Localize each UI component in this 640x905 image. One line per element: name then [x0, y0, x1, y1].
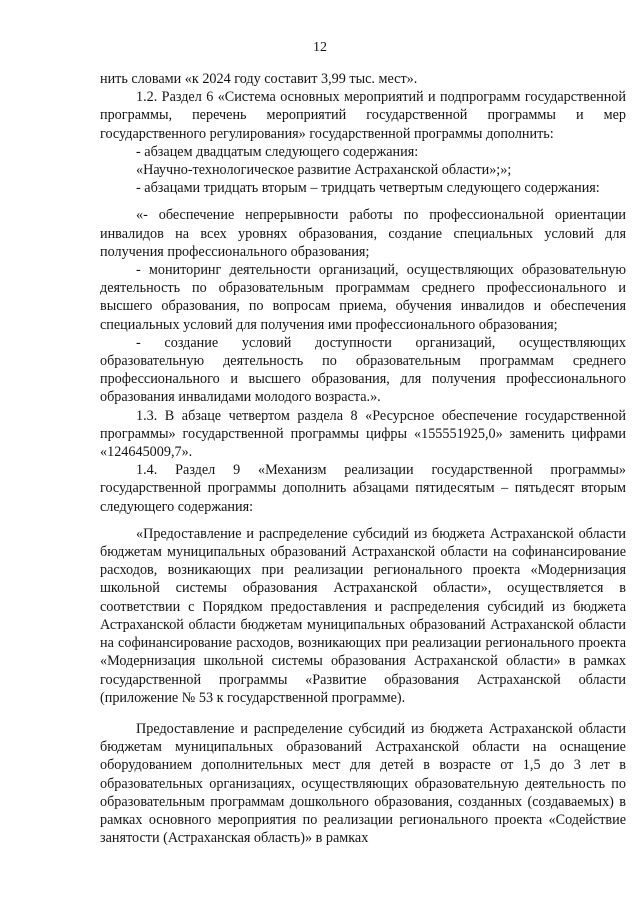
paragraph-item-1-2: 1.2. Раздел 6 «Система основных мероприятий и подпрограмм государственной программы, перечень мероприятий государственной программы и мер государственного регулирования» государственной программы дополнить:: [100, 89, 626, 142]
paragraph-continuation: нить словами «к 2024 году составит 3,99 тыс. мест».: [100, 71, 418, 87]
paragraph-subsidy-2: Предоставление и распределение субсидий из бюджета Астраханской области бюджетам муниципальных образований Астраханской области на оснащение оборудованием дополнительных мест для детей в возрасте от 1,5 до 3 лет в образовательных организациях, осуществляющих образовательную деятельность по образовательным программам дошкольного образования, созданных (создаваемых) в рамках основного мероприятия по реализации регионального проекта «Содействие занятости (Астраханская область)» в рамках: [100, 720, 626, 847]
page-number: 12: [313, 40, 327, 55]
paragraph-list-item-3: - создание условий доступности организаций, осуществляющих образовательную деятельность по образовательным программам среднего профессионального и высшего образования, для получения профессионального образования инвалидами молодого возраста.».: [100, 334, 626, 406]
paragraph-abzac-20: - абзацем двадцатым следующего содержания:: [136, 143, 419, 160]
paragraph-list-item-1: «- обеспечение непрерывности работы по профессиональной ориентации инвалидов на всех уровнях образования, создание специальных условий для получения профессионального образования;: [100, 207, 626, 260]
paragraph-abzac-20-content: «Научно-технологическое развитие Астраханской области»;»;: [136, 162, 512, 179]
document-body: [100, 70, 626, 847]
paragraph-item-1-3: 1.3. В абзаце четвертом раздела 8 «Ресурсное обеспечение государственной программы» государственной программы цифры «155551925,0» заменить цифрами «124645009,7».: [100, 407, 626, 461]
paragraph-abzacy-32-34: - абзацами тридцать вторым – тридцать четвертым следующего содержания:: [136, 180, 600, 197]
paragraph-item-1-4: 1.4. Раздел 9 «Механизм реализации государственной программы» государственной программы дополнить абзацами пятидесятым – пятьдесят вторым следующего содержания:: [100, 462, 626, 515]
paragraph-subsidy-1: «Предоставление и распределение субсидий из бюджета Астраханской области бюджетам муниципальных образований Астраханской области на софинансирование расходов, возникающих при реализации регионального проекта «Модернизация школьной системы образования Астраханской области», осуществляется в соответствии с Порядком предоставления и распределения субсидий из бюджета Астраханской области бюджетам муниципальных образований Астраханской области на софинансирование расходов, возникающих при реализации регионального проекта «Модернизация школьной системы образования Астраханской области» в рамках государственной программы «Развитие образования Астраханской области (приложение № 53 к государственной программе).: [100, 525, 626, 706]
paragraph-list-item-2: - мониторинг деятельности организаций, осуществляющих образовательную деятельность по образовательным программам среднего профессионального и высшего образования, по вопросам приема, обучения инвалидов и обеспечения специальных условий для получения ими профессионального образования;: [100, 262, 626, 333]
